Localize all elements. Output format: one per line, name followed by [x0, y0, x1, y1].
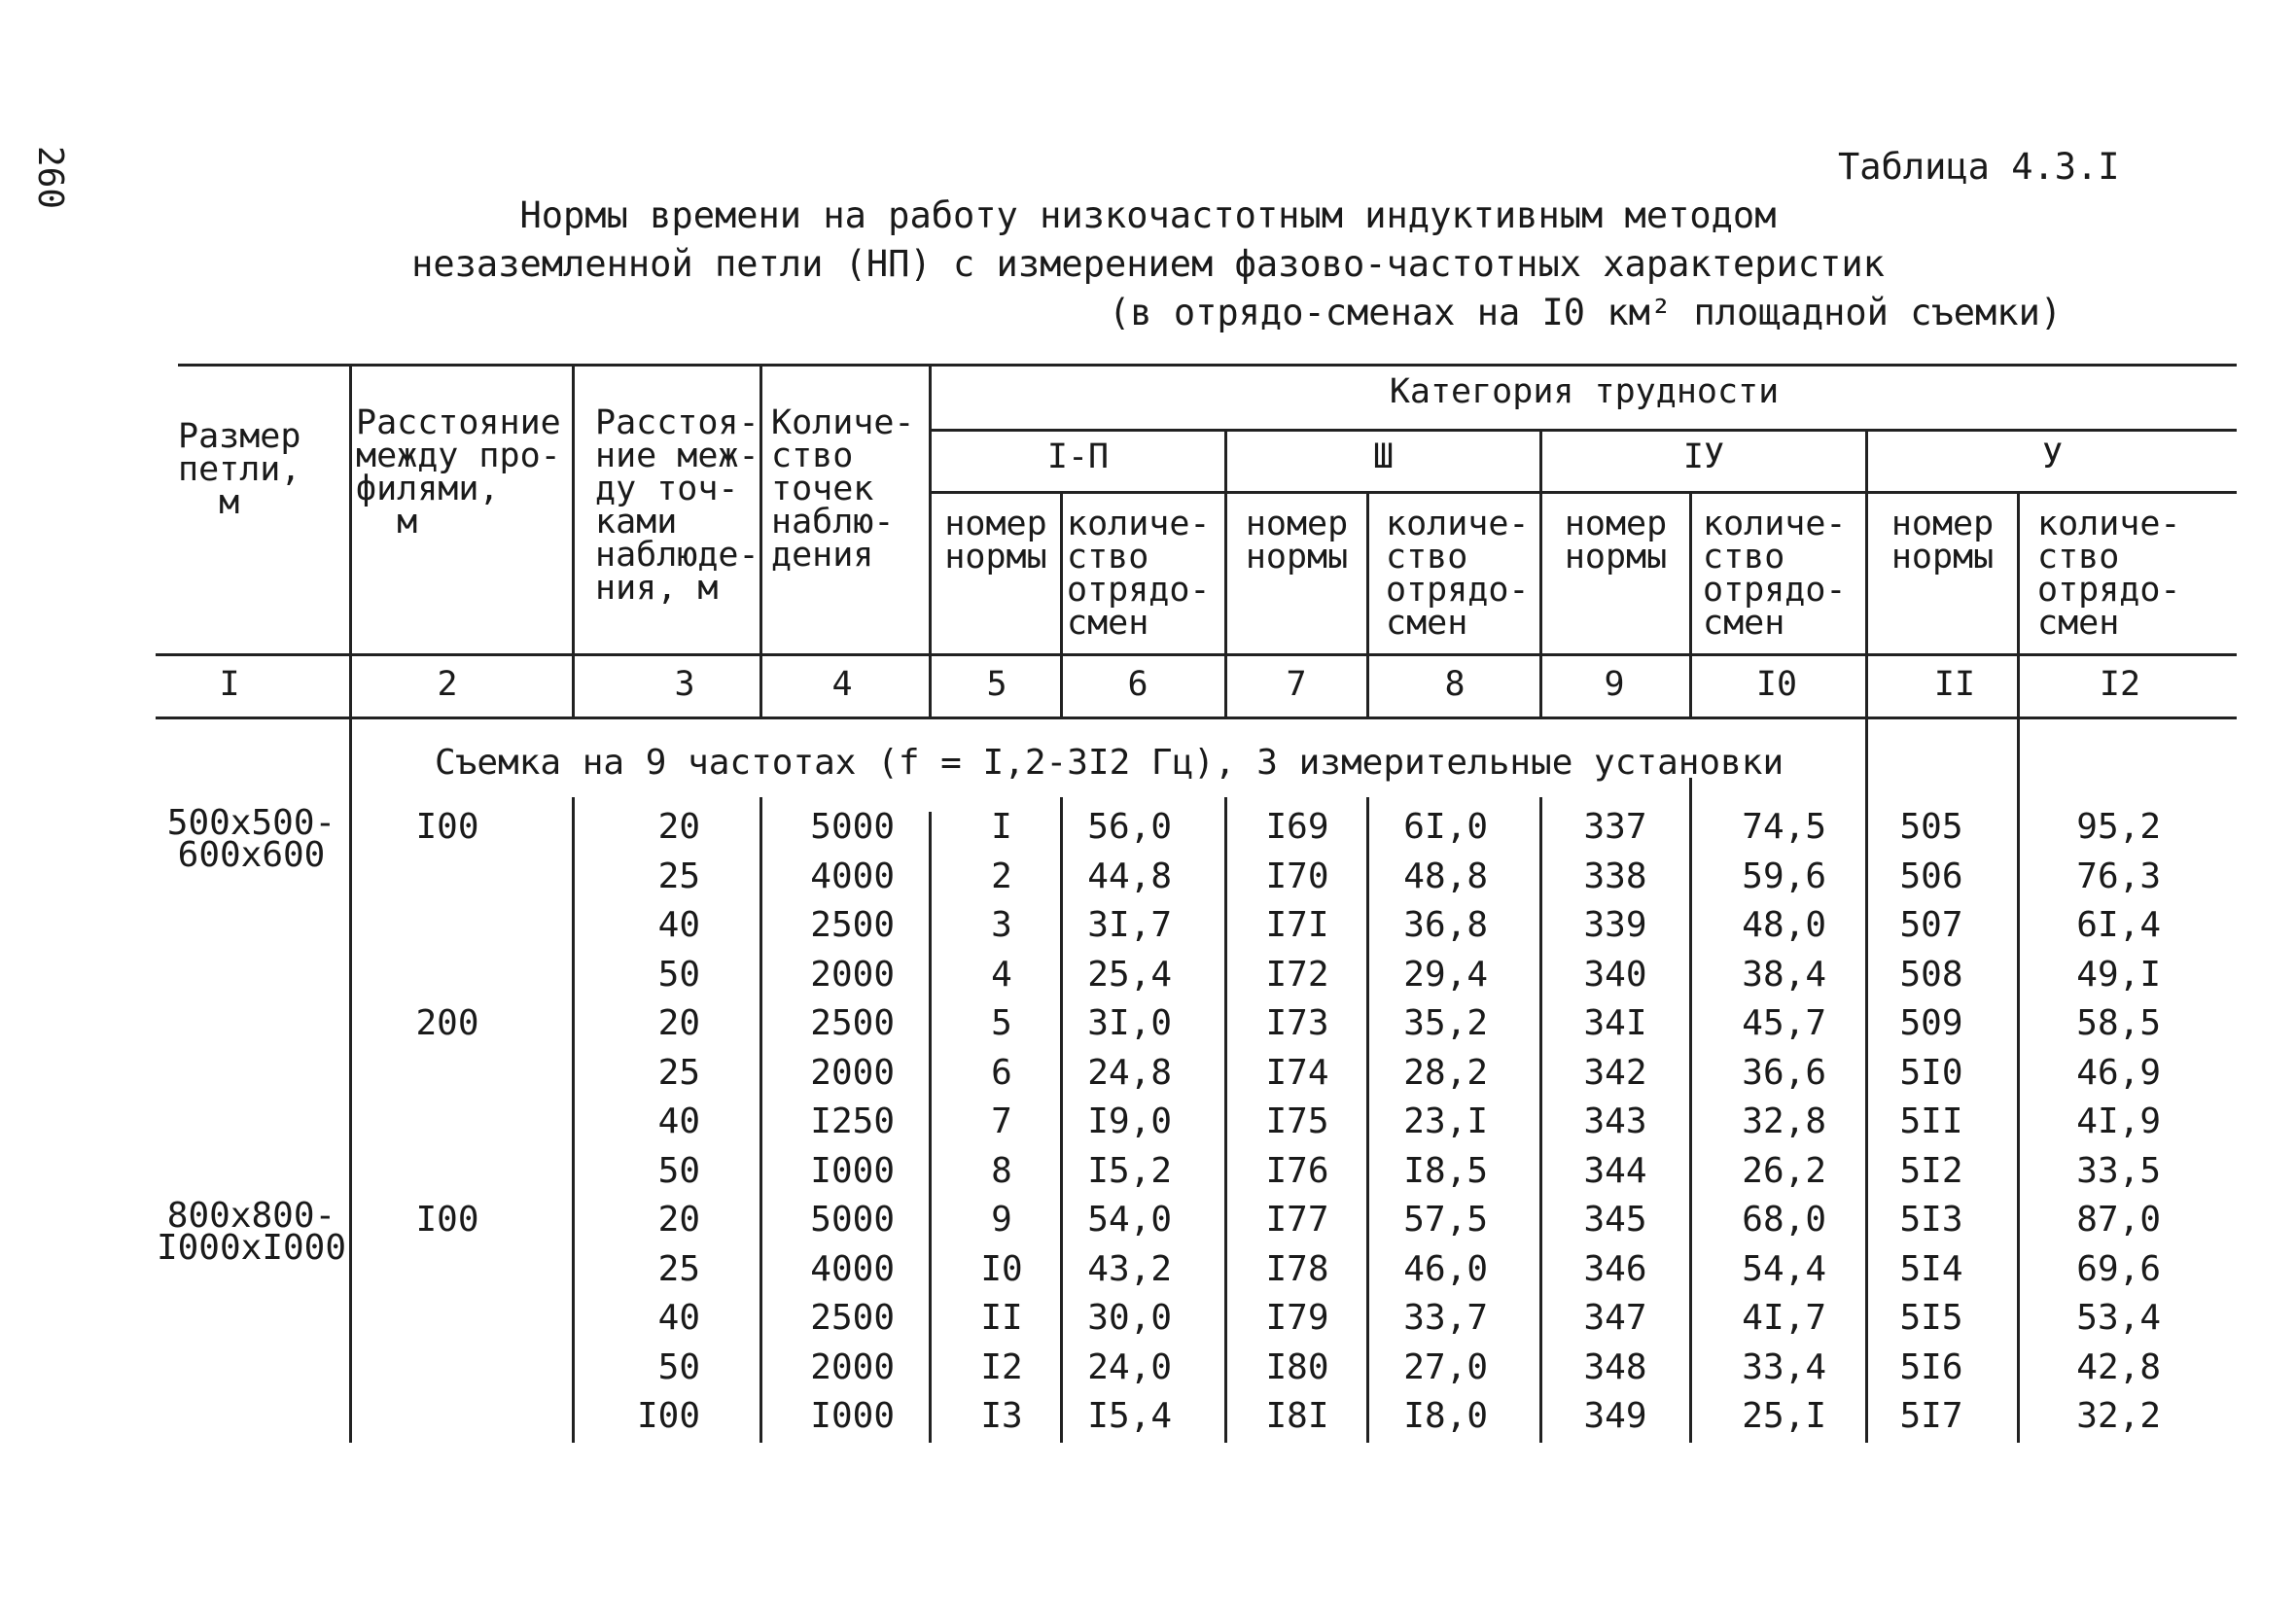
cell-norm-number-cat4: 5I0 — [1899, 1052, 1963, 1093]
cell-norm-number-cat4: 5I5 — [1899, 1298, 1963, 1338]
loop-size-label: 800x800- I000xI000 — [156, 1196, 347, 1268]
cell-norm-qty-cat1: I5,4 — [1087, 1396, 1172, 1436]
cell-point-spacing: I00 — [636, 1396, 700, 1436]
cell-norm-number-cat3: 338 — [1583, 856, 1647, 896]
cell-norm-number-cat1: 4 — [991, 954, 1012, 995]
cell-norm-qty-cat4: 69,6 — [2076, 1248, 2161, 1289]
cell-norm-qty-cat1: 44,8 — [1087, 856, 1172, 896]
header-norm-number-2: номер нормы — [1245, 505, 1349, 577]
col-divider-5-head — [1060, 491, 1063, 717]
cell-norm-qty-cat1: 24,8 — [1087, 1052, 1172, 1093]
header-norm-qty-1: количе- ство отрядо- смен — [1067, 505, 1211, 643]
cell-norm-qty-cat3: 38,4 — [1742, 954, 1826, 995]
header-profile-spacing: Расстояние между про- филями, м — [356, 403, 561, 542]
cell-norm-number-cat1: I0 — [980, 1248, 1023, 1289]
column-number-1: I — [219, 665, 240, 704]
cell-norm-number-cat2: I77 — [1265, 1200, 1329, 1240]
header-point-spacing: Расстоя- ние меж- ду точ- ками наблюде- ния, м — [595, 403, 759, 608]
cell-norm-number-cat3: 34I — [1583, 1003, 1647, 1043]
cell-point-count: I000 — [810, 1150, 895, 1191]
cell-norm-number-cat1: 3 — [991, 905, 1012, 945]
header-category-1-2: I-П — [1046, 437, 1110, 476]
cell-norm-qty-cat1: 30,0 — [1087, 1298, 1172, 1338]
header-norm-number-4: номер нормы — [1890, 505, 1995, 577]
header-bottom-rule — [156, 653, 2237, 656]
cell-norm-qty-cat2: 6I,0 — [1403, 807, 1488, 847]
header-difficulty-category: Категория трудности — [1389, 372, 1780, 411]
cell-norm-number-cat2: I72 — [1265, 954, 1329, 995]
cell-norm-qty-cat4: 42,8 — [2076, 1346, 2161, 1387]
cell-norm-qty-cat3: 32,8 — [1742, 1101, 1826, 1141]
cell-norm-number-cat4: 507 — [1899, 905, 1963, 945]
cell-point-count: 2500 — [810, 1003, 895, 1043]
cell-point-count: I250 — [810, 1101, 895, 1141]
cell-point-count: 4000 — [810, 856, 895, 896]
profile-spacing-value: I00 — [415, 1200, 479, 1240]
column-number-8: 8 — [1444, 665, 1466, 704]
column-numbers-rule — [156, 717, 2237, 719]
cell-norm-number-cat2: I75 — [1265, 1101, 1329, 1141]
cell-norm-number-cat2: I76 — [1265, 1150, 1329, 1191]
column-number-6: 6 — [1127, 665, 1148, 704]
cell-norm-number-cat4: 509 — [1899, 1003, 1963, 1043]
cell-norm-number-cat3: 345 — [1583, 1200, 1647, 1240]
cell-norm-qty-cat1: 3I,7 — [1087, 905, 1172, 945]
cell-norm-qty-cat4: 76,3 — [2076, 856, 2161, 896]
cell-norm-qty-cat1: 24,0 — [1087, 1346, 1172, 1387]
cell-norm-number-cat1: I2 — [980, 1346, 1023, 1387]
cell-norm-number-cat4: 5II — [1899, 1101, 1963, 1141]
cell-norm-qty-cat2: I8,0 — [1403, 1396, 1488, 1436]
cell-point-count: 2500 — [810, 1298, 895, 1338]
cell-point-spacing: 50 — [657, 1150, 700, 1191]
profile-spacing-value: I00 — [415, 807, 479, 847]
header-point-count: Количе- ство точек наблю- дения — [771, 403, 915, 575]
cell-point-spacing: 25 — [657, 856, 700, 896]
cell-point-spacing: 50 — [657, 954, 700, 995]
cell-norm-qty-cat3: 26,2 — [1742, 1150, 1826, 1191]
column-number-4: 4 — [831, 665, 853, 704]
header-category-5: У — [2041, 437, 2064, 476]
header-norm-qty-3: количе- ство отрядо- смен — [1703, 505, 1847, 643]
cell-norm-qty-cat2: 57,5 — [1403, 1200, 1488, 1240]
column-number-11: II — [1933, 665, 1976, 704]
cell-norm-qty-cat2: 35,2 — [1403, 1003, 1488, 1043]
cell-point-count: 5000 — [810, 807, 895, 847]
cell-point-spacing: 40 — [657, 905, 700, 945]
cell-norm-qty-cat2: 48,8 — [1403, 856, 1488, 896]
cell-norm-qty-cat4: 33,5 — [2076, 1150, 2161, 1191]
cell-norm-qty-cat2: 29,4 — [1403, 954, 1488, 995]
cell-norm-number-cat2: I8I — [1265, 1396, 1329, 1436]
page-number: 260 — [30, 146, 70, 210]
cell-point-spacing: 20 — [657, 1200, 700, 1240]
col-divider-3-head — [759, 364, 762, 717]
cell-norm-number-cat3: 347 — [1583, 1298, 1647, 1338]
cell-norm-qty-cat4: 87,0 — [2076, 1200, 2161, 1240]
table-title-line2: незаземленной петли (НП) с измерением фазово-частотных характеристик — [411, 243, 1885, 285]
cell-norm-qty-cat2: 33,7 — [1403, 1298, 1488, 1338]
cell-point-spacing: 50 — [657, 1346, 700, 1387]
cell-norm-qty-cat4: 4I,9 — [2076, 1101, 2161, 1141]
cell-norm-number-cat3: 349 — [1583, 1396, 1647, 1436]
cell-norm-number-cat3: 346 — [1583, 1248, 1647, 1289]
column-number-3: 3 — [674, 665, 695, 704]
cell-norm-number-cat2: I73 — [1265, 1003, 1329, 1043]
header-loop-size: Размер петли, м — [178, 417, 301, 522]
cell-point-spacing: 25 — [657, 1052, 700, 1093]
section-title: Съемка на 9 частотах (f = I,2-3I2 Гц), 3 измерительные установки — [435, 743, 1784, 783]
cell-norm-number-cat4: 5I4 — [1899, 1248, 1963, 1289]
cell-norm-number-cat3: 339 — [1583, 905, 1647, 945]
cell-norm-qty-cat3: 48,0 — [1742, 905, 1826, 945]
cell-norm-number-cat3: 337 — [1583, 807, 1647, 847]
cell-point-count: I000 — [810, 1396, 895, 1436]
cell-point-spacing: 20 — [657, 807, 700, 847]
cell-norm-number-cat3: 340 — [1583, 954, 1647, 995]
cell-norm-number-cat2: I7I — [1265, 905, 1329, 945]
cell-norm-number-cat1: 6 — [991, 1052, 1012, 1093]
cell-norm-number-cat4: 508 — [1899, 954, 1963, 995]
cell-norm-qty-cat3: 36,6 — [1742, 1052, 1826, 1093]
column-number-2: 2 — [437, 665, 458, 704]
cell-point-count: 2500 — [810, 905, 895, 945]
subcategory-rule — [932, 491, 2237, 494]
column-number-10: I0 — [1755, 665, 1798, 704]
cell-norm-qty-cat3: 59,6 — [1742, 856, 1826, 896]
cell-norm-qty-cat3: 4I,7 — [1742, 1298, 1826, 1338]
header-category-3: Ш — [1372, 437, 1395, 476]
cell-point-spacing: 25 — [657, 1248, 700, 1289]
header-norm-number-1: номер нормы — [944, 505, 1047, 577]
cell-norm-number-cat1: I3 — [980, 1396, 1023, 1436]
cell-norm-qty-cat1: I5,2 — [1087, 1150, 1172, 1191]
cell-norm-number-cat3: 343 — [1583, 1101, 1647, 1141]
cell-norm-qty-cat2: 36,8 — [1403, 905, 1488, 945]
cell-norm-number-cat4: 506 — [1899, 856, 1963, 896]
cell-norm-qty-cat2: 27,0 — [1403, 1346, 1488, 1387]
cell-norm-qty-cat1: 43,2 — [1087, 1248, 1172, 1289]
col-divider-6-body — [1224, 797, 1227, 1443]
cell-point-count: 4000 — [810, 1248, 895, 1289]
cell-norm-number-cat1: 9 — [991, 1200, 1012, 1240]
cell-point-spacing: 40 — [657, 1298, 700, 1338]
cell-norm-qty-cat4: 6I,4 — [2076, 905, 2161, 945]
header-norm-qty-4: количе- ство отрядо- смен — [2037, 505, 2181, 643]
cell-norm-qty-cat1: 3I,0 — [1087, 1003, 1172, 1043]
cell-norm-qty-cat1: I9,0 — [1087, 1101, 1172, 1141]
cell-norm-number-cat1: I — [991, 807, 1012, 847]
column-number-5: 5 — [986, 665, 1007, 704]
cell-norm-qty-cat3: 74,5 — [1742, 807, 1826, 847]
cell-norm-qty-cat3: 45,7 — [1742, 1003, 1826, 1043]
cell-norm-number-cat3: 342 — [1583, 1052, 1647, 1093]
cell-norm-qty-cat3: 54,4 — [1742, 1248, 1826, 1289]
category-rule — [932, 429, 2237, 432]
cell-point-count: 2000 — [810, 1346, 895, 1387]
col-divider-8-body — [1539, 797, 1542, 1443]
cell-norm-number-cat2: I70 — [1265, 856, 1329, 896]
col-divider-2-head — [572, 364, 575, 717]
cell-norm-qty-cat3: 68,0 — [1742, 1200, 1826, 1240]
cell-norm-number-cat2: I69 — [1265, 807, 1329, 847]
cell-point-count: 2000 — [810, 1052, 895, 1093]
table-title-line3: (в отрядо-сменах на I0 км² площадной съемки) — [1109, 292, 2063, 333]
header-norm-qty-2: количе- ство отрядо- смен — [1386, 505, 1530, 643]
cell-norm-qty-cat4: 95,2 — [2076, 807, 2161, 847]
profile-spacing-value: 200 — [415, 1003, 479, 1043]
col-divider-4-body — [929, 812, 932, 1443]
cell-norm-number-cat2: I79 — [1265, 1298, 1329, 1338]
cell-norm-qty-cat2: I8,5 — [1403, 1150, 1488, 1191]
col-divider-7-head — [1366, 491, 1369, 717]
cell-norm-number-cat4: 5I6 — [1899, 1346, 1963, 1387]
column-number-12: I2 — [2099, 665, 2141, 704]
cell-norm-qty-cat1: 54,0 — [1087, 1200, 1172, 1240]
table-top-rule — [178, 364, 2237, 367]
cell-point-count: 5000 — [810, 1200, 895, 1240]
cell-norm-qty-cat3: 25,I — [1742, 1396, 1826, 1436]
header-category-4: IУ — [1682, 437, 1725, 476]
cell-norm-qty-cat3: 33,4 — [1742, 1346, 1826, 1387]
cell-norm-number-cat2: I78 — [1265, 1248, 1329, 1289]
cell-norm-number-cat1: II — [980, 1298, 1023, 1338]
cell-norm-qty-cat2: 28,2 — [1403, 1052, 1488, 1093]
cell-norm-qty-cat4: 49,I — [2076, 954, 2161, 995]
col-divider-1 — [349, 364, 352, 1443]
cell-norm-qty-cat1: 56,0 — [1087, 807, 1172, 847]
cell-norm-number-cat1: 2 — [991, 856, 1012, 896]
cell-norm-number-cat2: I74 — [1265, 1052, 1329, 1093]
table-title-line1: Нормы времени на работу низкочастотным индуктивным методом — [519, 194, 1777, 236]
cell-norm-number-cat1: 5 — [991, 1003, 1012, 1043]
loop-size-label: 500x500- 600x600 — [166, 803, 336, 875]
cell-norm-qty-cat4: 32,2 — [2076, 1396, 2161, 1436]
column-number-7: 7 — [1286, 665, 1307, 704]
col-divider-9-head — [1689, 491, 1692, 717]
cell-norm-qty-cat4: 53,4 — [2076, 1298, 2161, 1338]
cell-norm-number-cat2: I80 — [1265, 1346, 1329, 1387]
cell-norm-qty-cat2: 23,I — [1403, 1101, 1488, 1141]
cell-point-count: 2000 — [810, 954, 895, 995]
cell-norm-number-cat3: 348 — [1583, 1346, 1647, 1387]
table-number: Таблица 4.3.I — [1838, 146, 2120, 188]
cell-norm-qty-cat4: 58,5 — [2076, 1003, 2161, 1043]
cell-norm-number-cat1: 8 — [991, 1150, 1012, 1191]
cell-point-spacing: 40 — [657, 1101, 700, 1141]
cell-norm-number-cat3: 344 — [1583, 1150, 1647, 1191]
cell-norm-qty-cat4: 46,9 — [2076, 1052, 2161, 1093]
cell-norm-number-cat4: 5I2 — [1899, 1150, 1963, 1191]
header-norm-number-3: номер нормы — [1564, 505, 1668, 577]
cell-norm-qty-cat2: 46,0 — [1403, 1248, 1488, 1289]
cell-point-spacing: 20 — [657, 1003, 700, 1043]
cell-norm-qty-cat1: 25,4 — [1087, 954, 1172, 995]
cell-norm-number-cat4: 505 — [1899, 807, 1963, 847]
column-number-9: 9 — [1604, 665, 1625, 704]
cell-norm-number-cat4: 5I7 — [1899, 1396, 1963, 1436]
cell-norm-number-cat1: 7 — [991, 1101, 1012, 1141]
cell-norm-number-cat4: 5I3 — [1899, 1200, 1963, 1240]
